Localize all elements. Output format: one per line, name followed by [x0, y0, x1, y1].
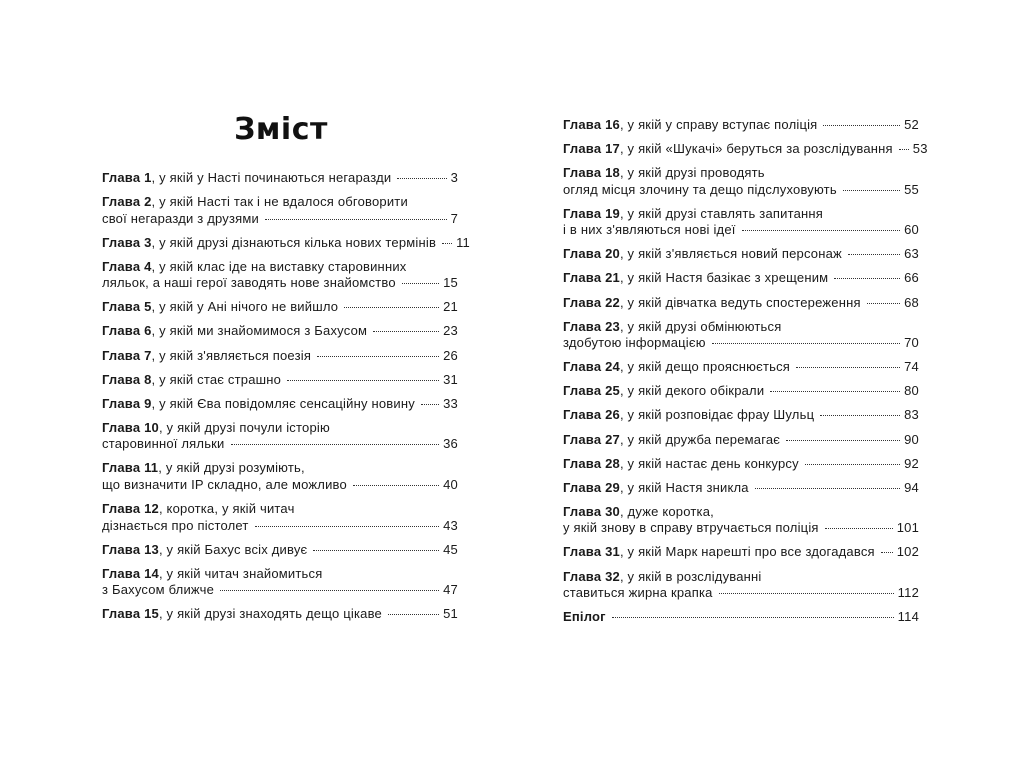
chapter-title: , у якій дещо прояснюється — [619, 359, 791, 375]
chapter-label: Глава 31 — [563, 544, 620, 560]
page-number: 53 — [912, 141, 928, 157]
chapter-label: Глава 24 — [563, 359, 620, 375]
toc-line — [102, 501, 458, 518]
chapter-label: Епілог — [563, 609, 606, 625]
dot-leader — [825, 528, 893, 529]
dot-leader — [848, 254, 900, 255]
toc-left-column — [102, 170, 470, 630]
chapter-label: Глава 32 — [563, 568, 620, 584]
toc-entry — [563, 609, 919, 626]
chapter-label: Глава 10 — [102, 419, 159, 435]
toc-entry — [563, 456, 919, 473]
page-number: 31 — [443, 371, 458, 387]
chapter-title: , у якій декого обікрали — [619, 383, 765, 399]
dot-leader — [820, 415, 900, 416]
chapter-title: , у якій друзі дізнаються кілька нових термінів — [151, 234, 437, 250]
chapter-title: свої негаразди з друзями — [102, 210, 259, 226]
toc-entry — [563, 359, 919, 376]
chapter-label: Глава 13 — [102, 541, 159, 557]
chapter-title: , у якій стає страшно — [151, 371, 282, 387]
chapter-title: , у якій Єва повідомляє сенсаційну новину — [151, 395, 415, 411]
toc-line — [563, 432, 919, 449]
toc-entry — [102, 460, 458, 493]
chapter-title: старовинної ляльки — [102, 436, 225, 452]
chapter-label: Глава 11 — [102, 460, 159, 476]
dot-leader — [265, 219, 447, 220]
page-number: 102 — [896, 544, 919, 560]
chapter-label: Глава 15 — [102, 606, 159, 622]
page-number: 92 — [904, 455, 919, 471]
chapter-title: , у якій Настя зникла — [619, 479, 749, 495]
toc-entry — [563, 270, 919, 287]
dot-leader — [353, 485, 439, 486]
dot-leader — [344, 307, 439, 308]
chapter-title: , у якій друзі почули історію — [158, 419, 330, 435]
chapter-title: з Бахусом ближче — [102, 582, 215, 598]
chapter-label: Глава 30 — [563, 503, 620, 519]
dot-leader — [397, 178, 446, 179]
chapter-label: Глава 21 — [563, 270, 620, 286]
toc-entry — [563, 383, 919, 400]
toc-line — [563, 222, 919, 239]
page-number: 90 — [904, 431, 919, 447]
page-number: 94 — [904, 479, 919, 495]
page-number: 70 — [904, 335, 919, 351]
chapter-title: , у якій в розслідуванні — [619, 568, 762, 584]
dot-leader — [220, 590, 439, 591]
chapter-label: Глава 22 — [563, 294, 620, 310]
toc-right-column — [563, 117, 928, 633]
dot-leader — [755, 488, 900, 489]
page-number: 68 — [904, 294, 919, 310]
toc-line — [102, 234, 470, 252]
chapter-title: , у якій клас іде на виставку старовинних — [151, 258, 407, 274]
chapter-title: у якій знову в справу втручається поліція — [563, 520, 819, 536]
toc-line — [563, 319, 919, 336]
page-number: 45 — [443, 541, 458, 557]
page-number: 3 — [450, 170, 458, 185]
toc-line — [102, 259, 458, 276]
chapter-title: і в них з'являються нові ідеї — [563, 222, 736, 238]
chapter-title: , у якій у Ані нічого не вийшло — [151, 299, 339, 315]
page-number: 15 — [443, 275, 458, 291]
toc-line — [563, 165, 919, 182]
page-number: 114 — [897, 609, 919, 625]
chapter-title: , дуже коротка, — [619, 503, 714, 519]
chapter-label: Глава 25 — [563, 383, 620, 399]
chapter-label: Глава 1 — [102, 170, 152, 185]
toc-line — [563, 609, 919, 626]
toc-line — [563, 569, 919, 586]
dot-leader — [231, 444, 440, 445]
chapter-label: Глава 26 — [563, 407, 620, 423]
dot-leader — [843, 190, 900, 191]
chapter-title: , у якій дівчатка ведуть спостереження — [619, 294, 861, 310]
dot-leader — [834, 278, 900, 279]
dot-leader — [402, 283, 439, 284]
toc-entry — [102, 396, 458, 413]
chapter-title: , у якій друзі ставлять запитання — [619, 205, 824, 221]
dot-leader — [317, 356, 439, 357]
toc-entry — [102, 299, 458, 316]
toc-entry — [102, 348, 458, 365]
toc-entry — [102, 501, 458, 534]
chapter-title: , у якій ми знайомимося з Бахусом — [151, 323, 368, 339]
page-number: 21 — [443, 299, 458, 315]
dot-leader — [287, 380, 439, 381]
toc-line — [563, 383, 919, 400]
page-number: 101 — [896, 520, 919, 536]
toc-line — [102, 396, 458, 413]
chapter-label: Глава 14 — [102, 565, 159, 581]
toc-entry — [563, 141, 928, 158]
toc-line — [102, 460, 458, 477]
chapter-title: , у якій друзі розуміють, — [158, 460, 305, 476]
toc-entry — [102, 606, 458, 623]
toc-entry — [102, 323, 458, 340]
dot-leader — [805, 464, 900, 465]
page-number: 83 — [904, 407, 919, 423]
chapter-label: Глава 6 — [102, 323, 152, 339]
toc-line — [102, 566, 458, 583]
chapter-title: , у якій Насті так і не вдалося обговорити — [151, 194, 408, 210]
chapter-label: Глава 28 — [563, 455, 620, 471]
chapter-title: , у якій з'являється поезія — [151, 347, 312, 363]
chapter-label: Глава 20 — [563, 246, 620, 262]
chapter-title: , у якій друзі обмінюються — [619, 318, 782, 334]
chapter-title: , у якій «Шукачі» беруться за розслідування — [619, 141, 893, 157]
toc-line — [563, 504, 919, 521]
toc-line — [563, 246, 919, 263]
toc-entry — [563, 544, 919, 561]
page-number: 55 — [904, 181, 919, 197]
dot-leader — [742, 230, 901, 231]
toc-line — [102, 323, 458, 340]
toc-line — [563, 407, 919, 424]
chapter-label: Глава 18 — [563, 165, 620, 181]
chapter-label: Глава 7 — [102, 347, 152, 363]
toc-entry — [102, 234, 470, 252]
toc-line — [563, 456, 919, 473]
toc-line — [102, 436, 458, 453]
toc-line — [563, 585, 919, 602]
chapter-label: Глава 12 — [102, 501, 159, 517]
chapter-label: Глава 4 — [102, 258, 152, 274]
dot-leader — [770, 391, 900, 392]
chapter-title: , у якій у Насті починаються негаразди — [151, 170, 392, 185]
toc-line — [563, 359, 919, 376]
toc-line — [102, 348, 458, 365]
toc-entry — [102, 566, 458, 599]
toc-entry — [563, 206, 919, 239]
toc-line — [563, 295, 919, 312]
toc-entry — [102, 194, 458, 227]
dot-leader — [255, 526, 440, 527]
dot-leader — [867, 303, 900, 304]
page-number: 47 — [443, 582, 458, 598]
page-number: 66 — [904, 270, 919, 286]
chapter-title: , у якій читач знайомиться — [158, 565, 323, 581]
chapter-label: Глава 16 — [563, 117, 620, 132]
toc-line — [563, 520, 919, 537]
page-number: 33 — [443, 395, 458, 411]
page-title: Зміст — [234, 112, 328, 147]
toc-line — [102, 275, 458, 292]
toc-line — [102, 211, 458, 228]
toc-line — [102, 299, 458, 316]
page-number: 23 — [443, 323, 458, 339]
page-number: 63 — [904, 246, 919, 262]
toc-entry — [563, 432, 919, 449]
toc-entry — [102, 259, 458, 292]
toc-entry — [563, 407, 919, 424]
dot-leader — [313, 550, 439, 551]
toc-line — [102, 420, 458, 437]
toc-line — [563, 206, 919, 223]
toc-line — [102, 518, 458, 535]
chapter-label: Глава 9 — [102, 395, 152, 411]
chapter-label: Глава 3 — [102, 234, 152, 250]
chapter-title: , у якій Марк нарешті про все здогадався — [619, 544, 875, 560]
toc-line — [102, 194, 458, 211]
page-number: 51 — [443, 606, 458, 622]
toc-entry — [563, 480, 919, 497]
toc-line — [563, 141, 928, 158]
chapter-title: , у якій настає день конкурсу — [619, 455, 799, 471]
chapter-title: , у якій Настя базікає з хрещеним — [619, 270, 829, 286]
toc-entry — [563, 569, 919, 602]
chapter-title: , коротка, у якій читач — [158, 501, 295, 517]
page-number: 7 — [450, 210, 458, 226]
chapter-label: Глава 5 — [102, 299, 152, 315]
dot-leader — [823, 125, 900, 126]
toc-line — [563, 544, 919, 561]
page-number: 36 — [443, 436, 458, 452]
dot-leader — [712, 343, 900, 344]
chapter-title: , у якій дружба перемагає — [619, 431, 781, 447]
toc-entry — [563, 295, 919, 312]
toc-entry — [102, 372, 458, 389]
toc-line — [102, 606, 458, 623]
toc-line — [102, 582, 458, 599]
chapter-title: , у якій Бахус всіх дивує — [158, 541, 308, 557]
toc-entry — [102, 170, 458, 187]
toc-line — [102, 372, 458, 389]
page-number: 26 — [443, 347, 458, 363]
page-number: 43 — [443, 517, 458, 533]
toc-entry — [102, 420, 458, 453]
toc-entry — [563, 246, 919, 263]
toc-entry — [563, 117, 919, 134]
toc-entry — [563, 165, 919, 198]
chapter-label: Глава 29 — [563, 479, 620, 495]
dot-leader — [881, 552, 893, 553]
toc-entry — [102, 542, 458, 559]
dot-leader — [796, 367, 900, 368]
toc-line — [563, 270, 919, 287]
chapter-title: огляд місця злочину та дещо підслуховують — [563, 181, 837, 197]
dot-leader — [442, 243, 452, 244]
chapter-label: Глава 2 — [102, 194, 152, 210]
dot-leader — [388, 614, 439, 615]
chapter-title: , у якій друзі проводять — [619, 165, 765, 181]
toc-line — [563, 480, 919, 497]
chapter-label: Глава 27 — [563, 431, 620, 447]
toc-line — [102, 170, 458, 187]
toc-line — [563, 335, 919, 352]
toc-line — [563, 117, 919, 134]
page-number: 112 — [897, 585, 919, 600]
toc-line — [563, 182, 919, 199]
chapter-title: ляльок, а наші герої заводять нове знайомство — [102, 275, 396, 291]
dot-leader — [786, 440, 900, 441]
chapter-label: Глава 17 — [563, 141, 620, 157]
page-number: 80 — [904, 383, 919, 399]
chapter-label: Глава 19 — [563, 205, 620, 221]
dot-leader — [899, 149, 909, 150]
chapter-title: , у якій розповідає фрау Шульц — [619, 407, 815, 423]
chapter-title: , у якій з'являється новий персонаж — [619, 246, 842, 262]
dot-leader — [373, 331, 439, 332]
page-number: 40 — [443, 476, 458, 492]
chapter-title: , у якій у справу вступає поліція — [619, 117, 818, 132]
toc-line — [102, 477, 458, 494]
page-number: 74 — [904, 359, 919, 375]
chapter-label: Глава 8 — [102, 371, 152, 387]
chapter-title: здобутою інформацією — [563, 335, 706, 351]
page-number: 52 — [904, 117, 919, 132]
chapter-title: ставиться жирна крапка — [563, 585, 713, 600]
dot-leader — [421, 404, 439, 405]
chapter-label: Глава 23 — [563, 318, 620, 334]
page-number: 11 — [456, 234, 470, 250]
page-number: 60 — [904, 222, 919, 238]
toc-line — [102, 542, 458, 559]
toc-entry — [563, 319, 919, 352]
dot-leader — [612, 617, 894, 618]
toc-entry — [563, 504, 919, 537]
chapter-title: що визначити IP складно, але можливо — [102, 476, 347, 492]
chapter-title: дізнається про пістолет — [102, 517, 249, 533]
chapter-title: , у якій друзі знаходять дещо цікаве — [158, 606, 382, 622]
dot-leader — [719, 593, 894, 594]
